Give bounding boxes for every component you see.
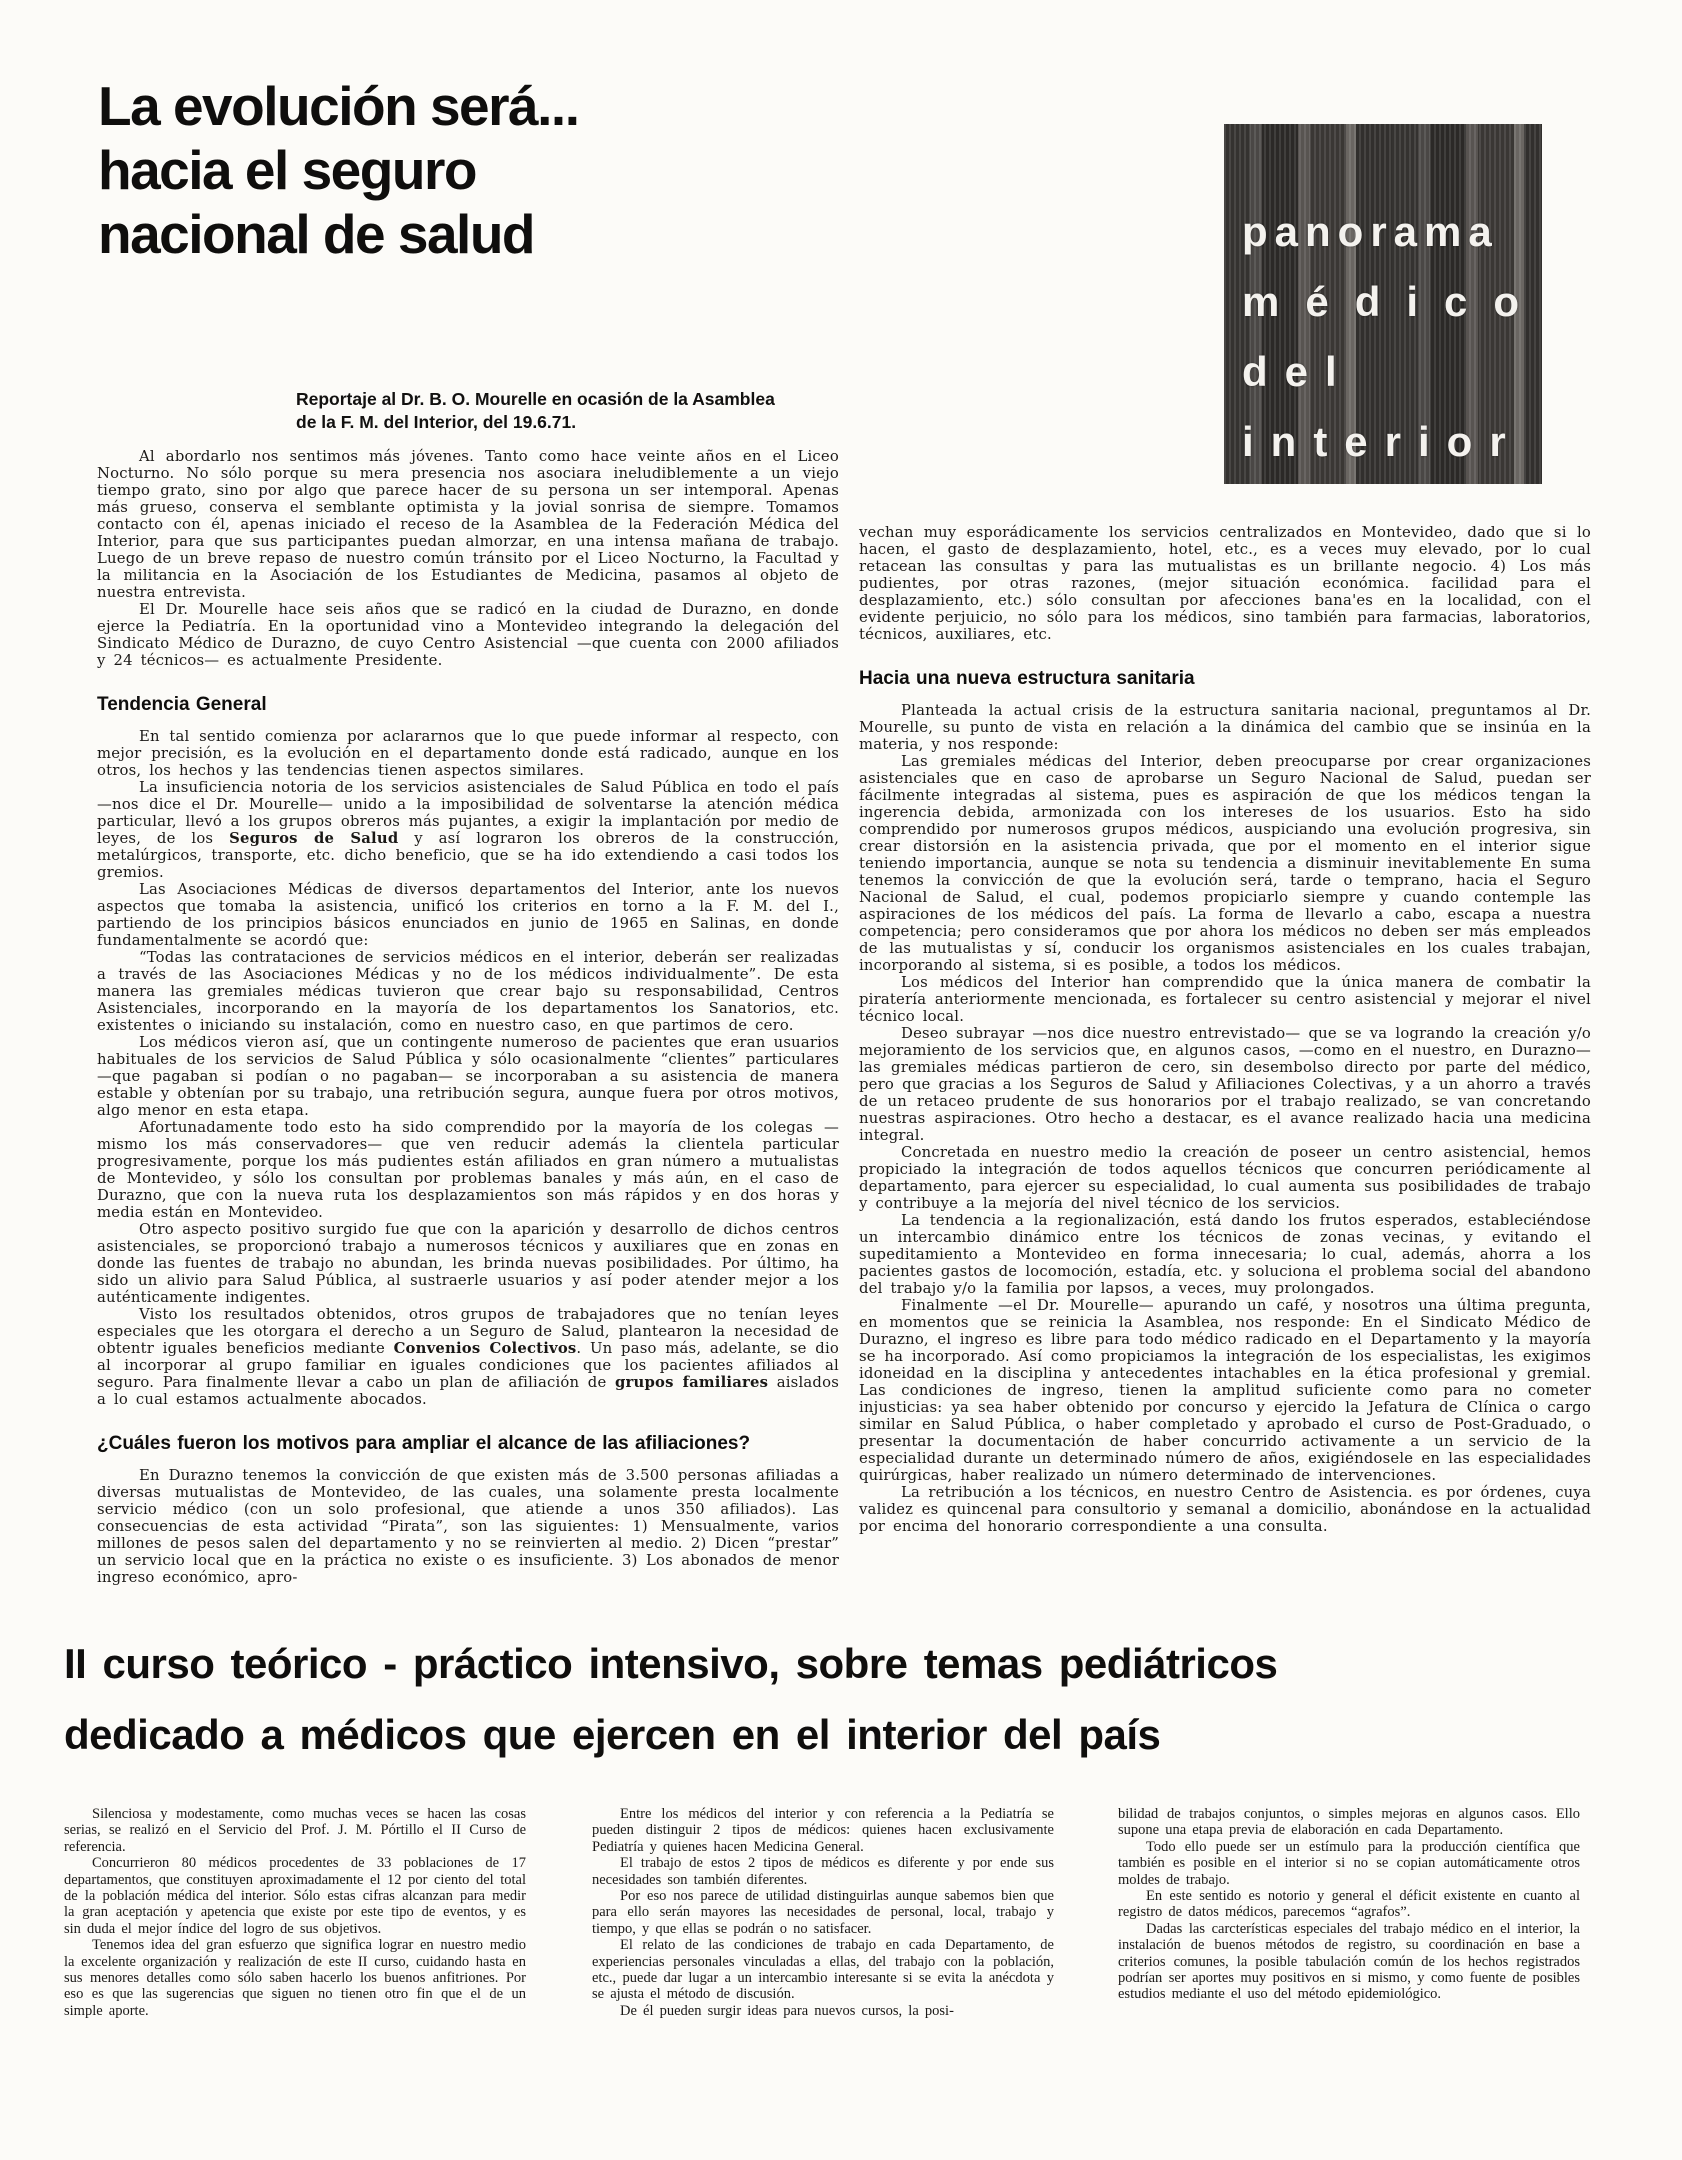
paragraph: La retribución a los técnicos, en nuestro Centro de Asistencia. es por órdenes, cuya validez es quincenal para consultorio y semanal a domicilio, abonándose en la actualidad por encima del honorario correspondiente a una consulta. [859, 1484, 1591, 1535]
paragraph: Las gremiales médicas del Interior, deben preocuparse por crear organizaciones asistenciales que en caso de aprobarse un Seguro Nacional de Salud, puedan ser fácilmente integradas al sistema, pues es aspiración de que los médicos tengan la ingerencia debida, armonizada con los intereses de los usuarios. Esto ha sido comprendido por numerosos grupos médicos, auspiciando una evolución progresiva, sin crear distorsión en la asistencia privada, que por el momento en el interior sigue teniendo importancia, aunque se nota su tendencia a disminuir inevitablemente En suma tenemos la convicción de que la evolución será, tarde o temprano, hacia el Seguro Nacional de Salud, el cual, podemos propiciarlo siempre y cuando contemple las aspiraciones de los médicos del país. La forma de llevarlo a cabo, escapa a nuestra competencia; pero consideramos que por ahora los médicos no deben ser más empleados de las mutualistas y sí, conducir los organismos asistenciales en los cuales trabajan, incorporando al sistema, si es posible, a todos los médicos. [859, 753, 1591, 974]
paragraph: El trabajo de estos 2 tipos de médicos es diferente y por ende sus necesidades son también diferentes. [592, 1855, 1054, 1888]
paragraph: Los médicos del Interior han comprendido que la única manera de combatir la piratería anteriormente mencionada, es fortalecer su centro asistencial y mejorar el nivel técnico local. [859, 974, 1591, 1025]
article-subtitle-line: de la F. M. del Interior, del 19.6.71. [296, 412, 577, 432]
paragraph: Tenemos idea del gran esfuerzo que significa lograr en nuestro medio la excelente organización y realización de este II curso, cuidando hasta en sus menores detalles como sólo saben hacerlo los buenos anfitriones. Por eso es que las sugerencias que siguen no tienen otro fin que el de un simple aporte. [64, 1937, 526, 2019]
paragraph: Concretada en nuestro medio la creación de poseer un centro asistencial, hemos propiciado la integración de todos aquellos técnicos que concurren periódicamente al departamento, para ejercer su especialidad, lo cual aumenta sus posibilidades de trabajo y contribuye a la mejoría del nivel técnico de los servicios. [859, 1144, 1591, 1212]
bottom-column-2 [592, 1806, 1054, 2019]
paragraph: Al abordarlo nos sentimos más jóvenes. Tanto como hace veinte años en el Liceo Nocturno. No sólo porque su mera presencia nos asociara ineludiblemente a un viejo tiempo grato, sino por algo que parece hacer de su persona un ser intemporal. Apenas más grueso, conserva el semblante optimista y la jovial sonrisa de siempre. Tomamos contacto con él, apenas iniciado el receso de la Asamblea de la Federación Médica del Interior, para que sus participantes puedan almorzar, en una intensa mañana de trabajo. Luego de un breve repaso de nuestro común tránsito por el Liceo Nocturno, la Facultad y la militancia en la Asociación de los Estudiantes de Medicina, pasamos al objeto de nuestra entrevista. [97, 448, 839, 601]
paragraph: “Todas las contrataciones de servicios médicos en el interior, deberán ser realizadas a través de las Asociaciones Médicas y no de los médicos individualmente”. De esta manera las gremiales médicas tuvieron que crear bajo su responsabilidad, Centros Asistenciales, incorporando en la mayoría de los departamentos los Sanatorios, etc. existentes o iniciando su instalación, como en nuestro caso, en que partimos de cero. [97, 949, 839, 1034]
paragraph: Todo ello puede ser un estímulo para la producción científica que también es posible en el interior si no se copian automáticamente otros moldes de trabajo. [1118, 1838, 1580, 1888]
paragraph: Visto los resultados obtenidos, otros grupos de trabajadores que no tenían leyes especiales que les otorgara el derecho a un Seguro de Salud, plantearon la necesidad de obtentr iguales beneficios mediante Convenios Colectivos. Un paso más, adelante, se dio al incorporar al grupo familiar en iguales condiciones que los pacientes afiliados al seguro. Para finalmente llevar a cabo un plan de afiliación de grupos familiares aislados a lo cual estamos actualmente abocados. [97, 1306, 839, 1408]
paragraph: Finalmente —el Dr. Mourelle— apurando un café, y nosotros una última pregunta, en momentos que se reinicia la Asamblea, nos responde: En el Sindicato Médico de Durazno, el ingreso es libre para todo médico radicado en el Departamento y la mayoría se ha incorporado. Así como propiciamos la integración de los especialistas, les exigimos idoneidad en la disciplina y antecedentes intachables en la ética profesional y gremial. Las condiciones de ingreso, tienen la amplitud suficiente como para no cometer injusticias: ya sea haber obtenido por concurso y ejercido la Jefatura de Clínica o cargo similar en Salud Pública, o haber completado y aprobado el curso de Post-Graduado, o presentar la documentación de haber concurrido activamente a un servicio de la especialidad durante un determinado número de años, exigiéndosele en las especialidades quirúrgicas, haber realizado un número determinado de intervenciones. [859, 1297, 1591, 1484]
page-title-line: nacional de salud [98, 203, 535, 265]
kicker-line: del [1242, 348, 1354, 395]
paragraph: El Dr. Mourelle hace seis años que se radicó en la ciudad de Durazno, en donde ejerce la Pediatría. En la oportunidad vino a Montevideo integrando la delegación del Sindicato Médico de Durazno, de cuyo Centro Asistencial —que cuenta con 2000 afiliados y 24 técnicos— es actualmente Presidente. [97, 601, 839, 669]
page-title-line: La evolución será... [98, 75, 579, 137]
bottom-column-1 [64, 1806, 526, 2019]
section-heading: ¿Cuáles fueron los motivos para ampliar el alcance de las afiliaciones? [97, 1433, 751, 1454]
kicker-line: médico [1242, 278, 1546, 325]
paragraph: En este sentido es notorio y general el déficit existente en cuanto al registro de datos médicos, parecemos “agrafos”. [1118, 1888, 1580, 1921]
bottom-article-title [64, 1628, 1644, 1770]
paragraph: Concurrieron 80 médicos procedentes de 33 poblaciones de 17 departamentos, que constituyen aproximadamente el 12 por ciento del total de la población médica del interior. Sólo estas cifras alcanzan para medir la gran aceptación y apetencia que existe por este tipo de eventos, y es sin duda el mejor índice del logro de sus objetivos. [64, 1855, 526, 1937]
paragraph: En tal sentido comienza por aclararnos que lo que puede informar al respecto, con mejor precisión, es la evolución en el departamento donde está radicado, aunque en los otros, los hechos y las tendencias tienen aspectos similares. [97, 728, 839, 779]
section-heading: Tendencia General [97, 694, 267, 715]
paragraph: Otro aspecto positivo surgido fue que con la aparición y desarrollo de dichos centros asistenciales, se proporcionó trabajo a numerosos técnicos y auxiliares que en zonas en donde las fuentes de trabajo no abundan, les brinda nuevas posibilidades. Por último, ha sido un alivio para Salud Pública, al sustraerle usuarios y así poder atender mejor a los auténticamente indigentes. [97, 1221, 839, 1306]
article-subtitle [296, 388, 916, 434]
paragraph: Afortunadamente todo esto ha sido comprendido por la mayoría de los colegas —mismo los más conservadores— que ven reducir además la clientela particular progresivamente, porque los más pudientes están afiliados en gran número a mutualistas de Montevideo, y sólo los consultan por problemas banales y más aún, en el caso de Durazno, que con la nueva ruta los desplazamientos son más rápidos y en dos horas y media están en Montevideo. [97, 1119, 839, 1221]
article-right-column [859, 524, 1591, 1535]
paragraph: En Durazno tenemos la convicción de que existen más de 3.500 personas afiliadas a diversas mutualistas de Montevideo, de las cuales, una solamente presta localmente servicio médico (con un solo profesional, que atiende a unos 350 afiliados). Las consecuencias de esta actividad “Pirata”, son las siguientes: 1) Mensualmente, varios millones de pesos salen del departamento y no se reinvierten al medio. 2) Dicen “prestar” un servicio local que en la práctica no existe o es insuficiente. 3) Los abonados de menor ingreso económico, apro- [97, 1467, 839, 1586]
paragraph: El relato de las condiciones de trabajo en cada Departamento, de experiencias personales vinculadas a ellas, del trabajo con la población, etc., puede dar lugar a un intercambio interesante si se evita la anécdota y se ajusta el método de discusión. [592, 1937, 1054, 2003]
paragraph: Planteada la actual crisis de la estructura sanitaria nacional, preguntamos al Dr. Mourelle, su punto de vista en relación a la dinámica del cambio que se insinúa en la materia, y nos responde: [859, 702, 1591, 753]
section-heading: Hacia una nueva estructura sanitaria [859, 668, 1195, 689]
paragraph: vechan muy esporádicamente los servicios centralizados en Montevideo, dado que si lo hacen, el gasto de desplazamiento, hotel, etc., es a veces muy elevado, por lo cual retacean las consultas y para las mutualistas es un brillante negocio. 4) Los más pudientes, por otras razones, (mejor situación económica. facilidad para el desplazamiento, etc.) sólo consultan por afecciones bana'es en la localidad, con el evidente perjuicio, no sólo para los médicos, sino también para farmacias, laboratorios, técnicos, auxiliares, etc. [859, 524, 1591, 643]
article-left-column [97, 448, 839, 1586]
paragraph: De él pueden surgir ideas para nuevos cursos, la posi- [620, 2002, 954, 2019]
article-subtitle-line: Reportaje al Dr. B. O. Mourelle en ocasión de la Asamblea [296, 389, 775, 409]
paragraph: Silenciosa y modestamente, como muchas veces se hacen las cosas serias, se realizó en el Servicio del Prof. J. M. Pórtillo el II Curso de referencia. [64, 1806, 526, 1855]
paragraph: Por eso nos parece de utilidad distinguirlas aunque sabemos bien que para ello serán mayores las necesidades de personal, local, trabajo y tiempo, y que ellas se podrán o no satisfacer. [592, 1888, 1054, 1937]
bottom-column-3 [1118, 1806, 1580, 2003]
kicker-line: interior [1242, 418, 1523, 465]
paragraph: La tendencia a la regionalización, está dando los frutos esperados, estableciéndose un intercambio dinámico entre los técnicos de zonas vecinas, y evitando el supeditamiento a Montevideo en forma innecesaria; lo cual, además, ahorra a los pacientes gastos de locomoción, estadía, etc. y soluciona el problema social del abandono del trabajo y/o la familia por lapsos, a veces, muy prolongados. [859, 1212, 1591, 1297]
page-title [98, 74, 718, 266]
paragraph: Entre los médicos del interior y con referencia a la Pediatría se pueden distinguir 2 tipos de médicos: quienes hacen exclusivamente Pediatría y quienes hacen Medicina General. [592, 1806, 1054, 1855]
paragraph: Las Asociaciones Médicas de diversos departamentos del Interior, ante los nuevos aspectos que tomaba la asistencia, unificó los criterios en torno a la F. M. del I., partiendo de los principios básicos enunciados en junio de 1965 en Salinas, en donde fundamentalmente se acordó que: [97, 881, 839, 949]
section-kicker-box [1224, 124, 1546, 484]
paragraph: bilidad de trabajos conjuntos, o simples mejoras en algunos casos. Ello supone una etapa previa de elaboración en cada Departamento. [1118, 1806, 1580, 1839]
kicker-line: panorama [1242, 208, 1499, 255]
paragraph: Dadas las carcterísticas especiales del trabajo médico en el interior, la instalación de buenos métodos de registro, su coordinación en base a criterios comunes, la posible tabulación común de los hechos registrados podrían ser aportes muy positivos en si mismo, y como fuente de posibles estudios mediante el uso del método epidemiológico. [1118, 1920, 1580, 2003]
page-title-line: hacia el seguro [98, 139, 476, 201]
paragraph: La insuficiencia notoria de los servicios asistenciales de Salud Pública en todo el país —nos dice el Dr. Mourelle— unido a la imposibilidad de solventarse la atención médica particular, llevó a los grupos obreros más pujantes, a exigir la implantación por medio de leyes, de los Seguros de Salud y así lograron los obreros de la construcción, metalúrgicos, transporte, etc. dicho beneficio, que se ha ido extendiendo a casi todos los gremios. [97, 779, 839, 881]
paragraph: Deseo subrayar —nos dice nuestro entrevistado— que se va logrando la creación y/o mejoramiento de los servicios que, en algunos casos, —como en el nuestro, en Durazno— las gremiales médicas partieron de cero, sin desembolso directo por parte del médico, pero que gracias a los Seguros de Salud y Afiliaciones Colectivas, y a un ahorro a través de un retaceo prudente de sus honorarios por el trabajo realizado, se van concretando nuestras aspiraciones. Otro hecho a destacar, es el avance realizado hacia una medicina integral. [859, 1025, 1591, 1144]
bottom-article-title-line: II curso teórico - práctico intensivo, sobre temas pediátricos [64, 1640, 1278, 1687]
paragraph: Los médicos vieron así, que un contingente numeroso de pacientes que eran usuarios habituales de los servicios de Salud Pública y sólo ocasionalmente “clientes” particulares —que pagaban si podían o no pagaban— se incorporaban a su asistencia de manera estable y obtenían por su trabajo, una retribución segura, aunque fuera por otros motivos, algo menor en esta etapa. [97, 1034, 839, 1119]
bottom-article-title-line: dedicado a médicos que ejercen en el interior del país [64, 1711, 1161, 1758]
